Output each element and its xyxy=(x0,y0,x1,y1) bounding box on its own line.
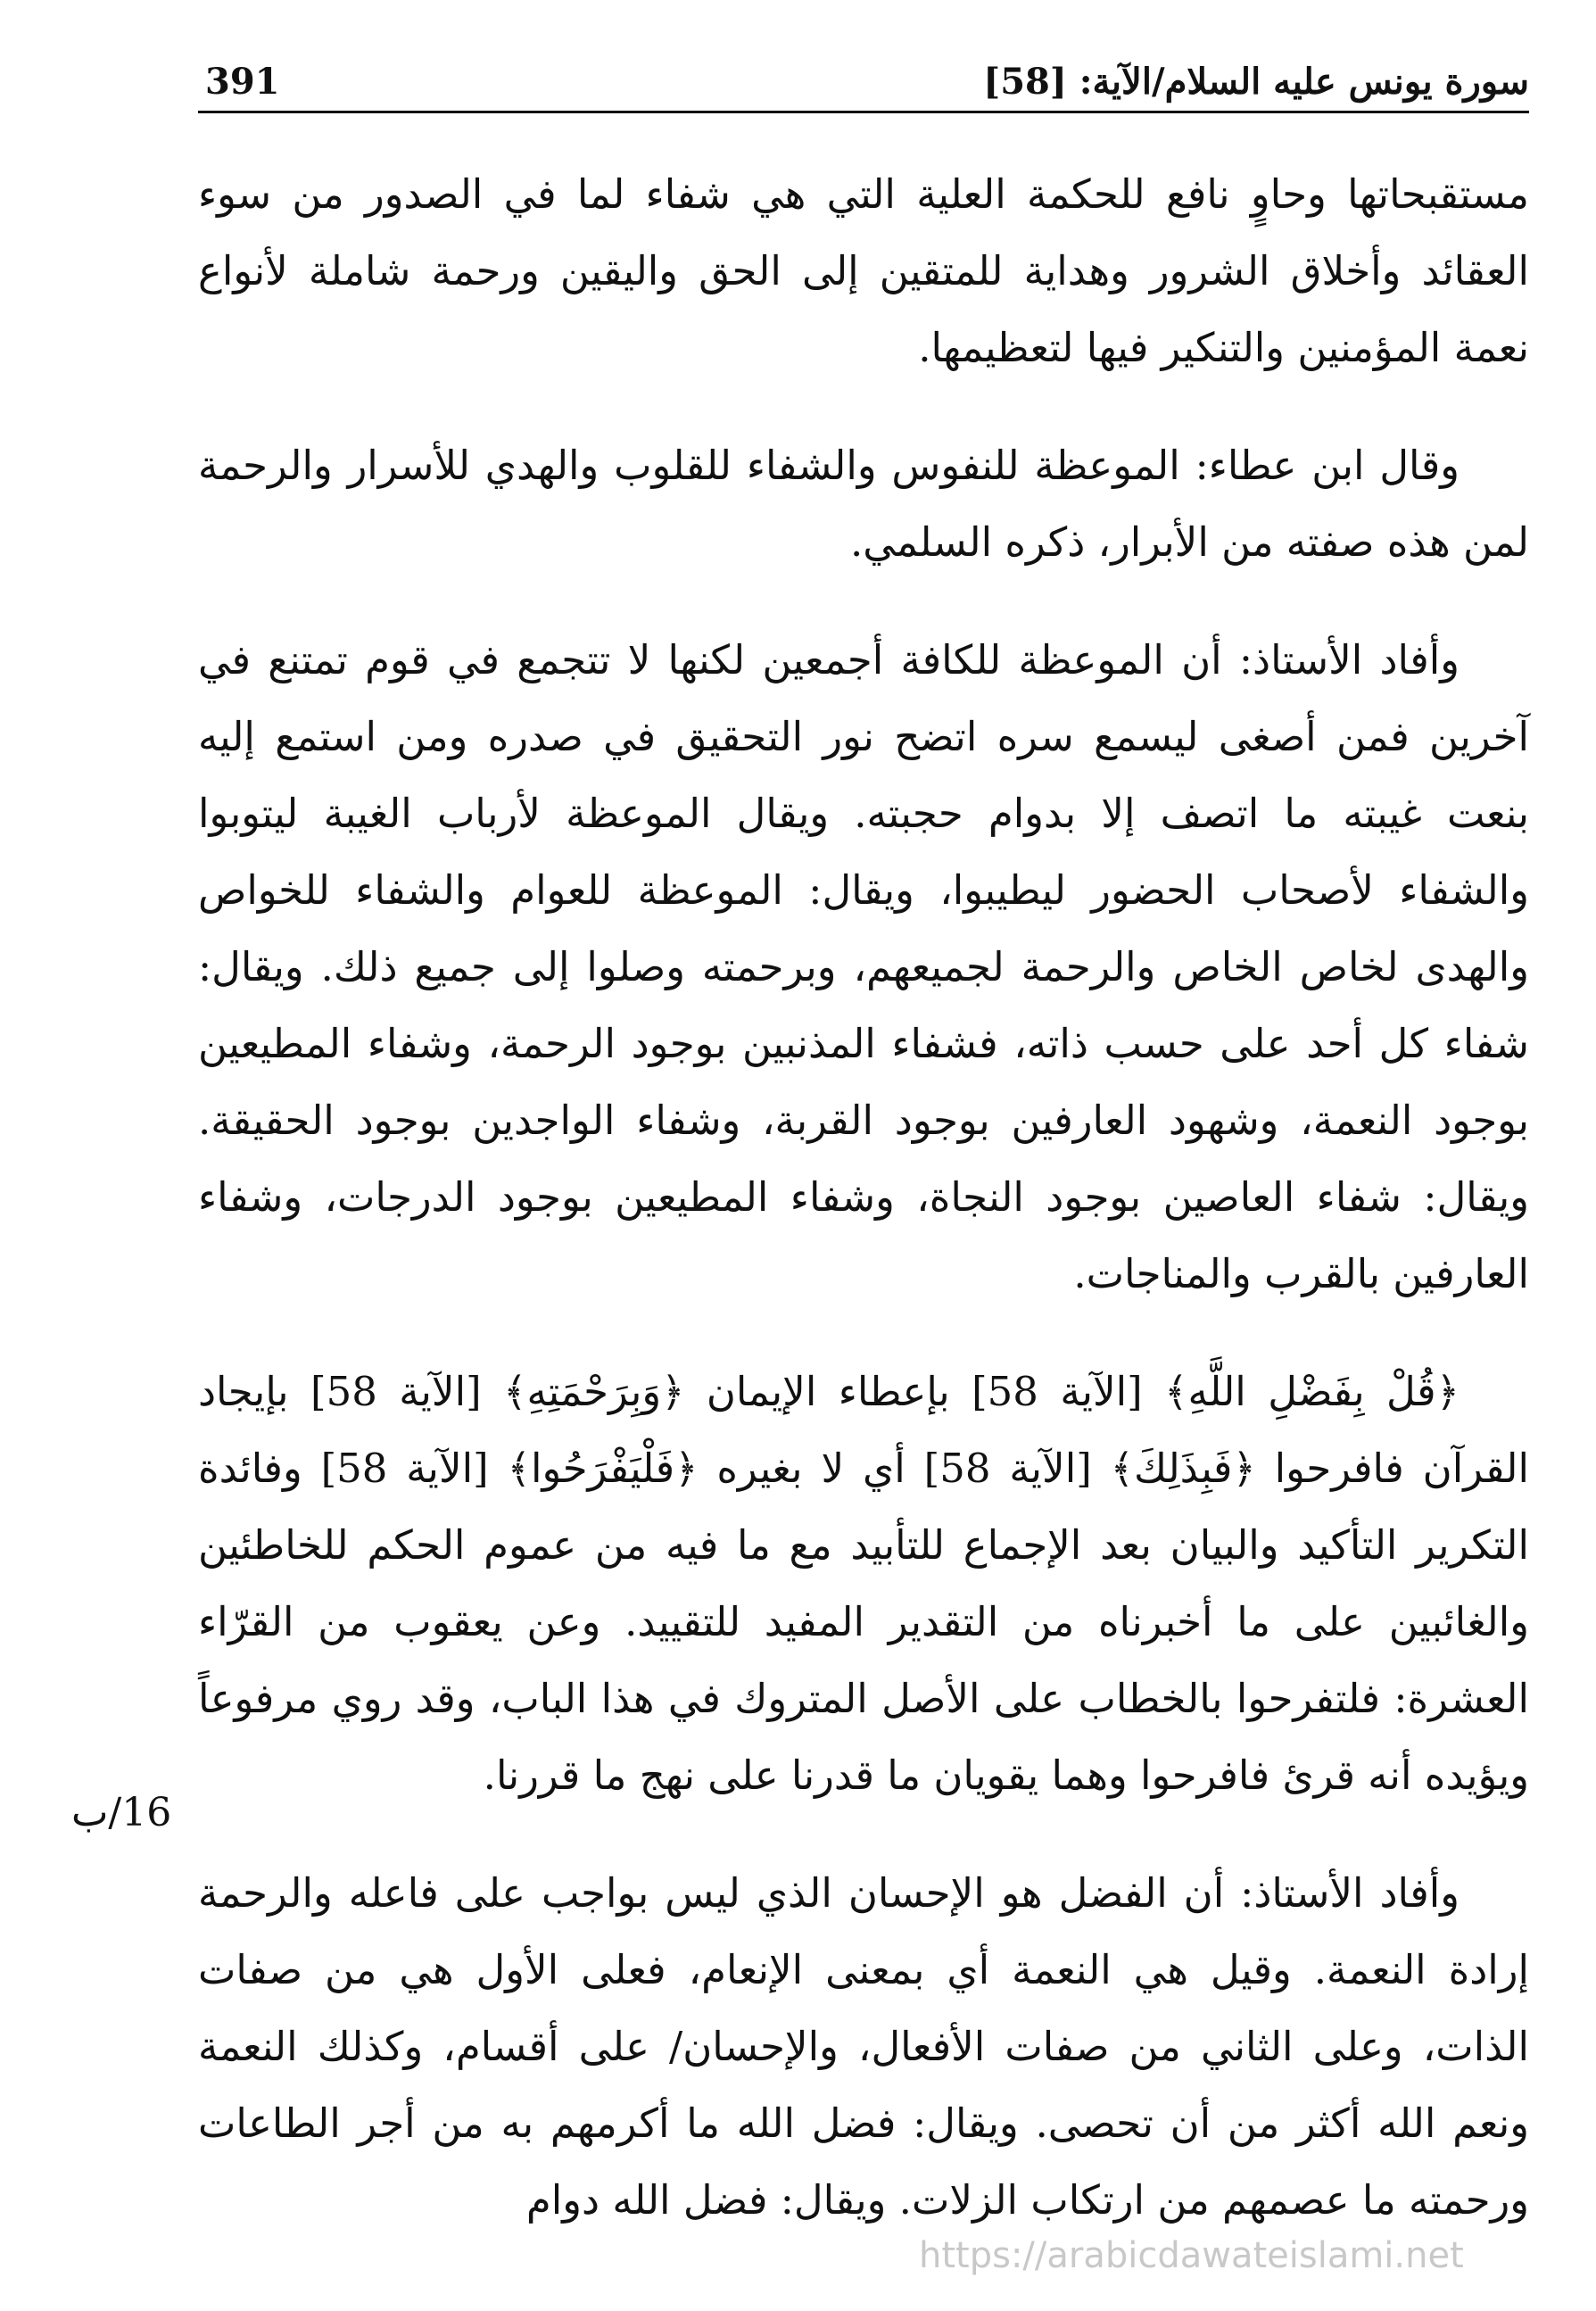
paragraph-5: وأفاد الأستاذ: أن الفضل هو الإحسان الذي ليس بواجب على فاعله والرحمة إرادة النعمة. وقيل هي النعمة أي بمعنى الإنعام، فعلى الأول هي من صفات الذات، وعلى الثاني من صفات الأفعال، والإحسان/ على أقسام، وكذلك النعمة ونعم الله أكثر من أن تحصى. ويقال: فضل الله ما أكرمهم به من أجر الطاعات ورحمته ما عصمهم من ارتكاب الزلات. ويقال: فضل الله دوام xyxy=(198,1869,1529,2224)
paragraph-2: وقال ابن عطاء: الموعظة للنفوس والشفاء للقلوب والهدي للأسرار والرحمة لمن هذه صفته من الأبرار، ذكره السلمي. xyxy=(198,442,1529,566)
page-header xyxy=(198,57,1529,113)
page-body xyxy=(198,156,1529,2280)
paragraph-1: مستقبحاتها وحاوٍ نافع للحكمة العلية التي هي شفاء لما في الصدور من سوء العقائد وأخلاق الشرور وهداية للمتقين إلى الحق واليقين ورحمة شاملة لأنواع نعمة المؤمنين والتنكير فيها لتعظيمها. xyxy=(198,170,1529,371)
folio-margin-note: 16/ب xyxy=(71,1790,172,1835)
watermark-url: https://arabicdawateislami.net xyxy=(919,2235,1464,2276)
running-head: سورة يونس عليه السلام/الآية: [58] xyxy=(983,61,1529,103)
paragraph-3: وأفاد الأستاذ: أن الموعظة للكافة أجمعين لكنها لا تتجمع في قوم تمتنع في آخرين فمن أصغى ليسمع سره اتضح نور التحقيق في صدره ومن استمع إليه بنعت غيبته ما اتصف إلا بدوام حجبته. ويقال الموعظة لأرباب الغيبة ليتوبوا والشفاء لأصحاب الحضور ليطيبوا، ويقال: الموعظة للعوام والشفاء للخواص والهدى لخاص الخاص والرحمة لجميعهم، وبرحمته وصلوا إلى جميع ذلك. ويقال: شفاء كل أحد على حسب ذاته، فشفاء المذنبين بوجود الرحمة، وشفاء المطيعين بوجود النعمة، وشهود العارفين بوجود القربة، وشفاء الواجدين بوجود الحقيقة. ويقال: شفاء العاصين بوجود النجاة، وشفاء المطيعين بوجود الدرجات، وشفاء العارفين بالقرب والمناجات. xyxy=(198,636,1529,1297)
page-number: 391 xyxy=(205,61,280,103)
paragraph-4: ﴿قُلْ بِفَضْلِ اللَّهِ﴾ [الآية 58] بإعطاء الإيمان ﴿وَبِرَحْمَتِهِ﴾ [الآية 58] بإيجاد القرآن فافرحوا ﴿فَبِذَلِكَ﴾ [الآية 58] أي لا بغيره ﴿فَلْيَفْرَحُوا﴾ [الآية 58] وفائدة التكرير التأكيد والبيان بعد الإجماع للتأبيد مع ما فيه من عموم الحكم للخاطئين والغائبين على ما أخبرناه من التقدير المفيد للتقييد. وعن يعقوب من القرّاء العشرة: فلتفرحوا بالخطاب على الأصل المتروك في هذا الباب، وقد روي مرفوعاً ويؤيده أنه قرئ فافرحوا وهما يقويان ما قدرنا على نهج ما قررنا. xyxy=(198,1368,1530,1799)
